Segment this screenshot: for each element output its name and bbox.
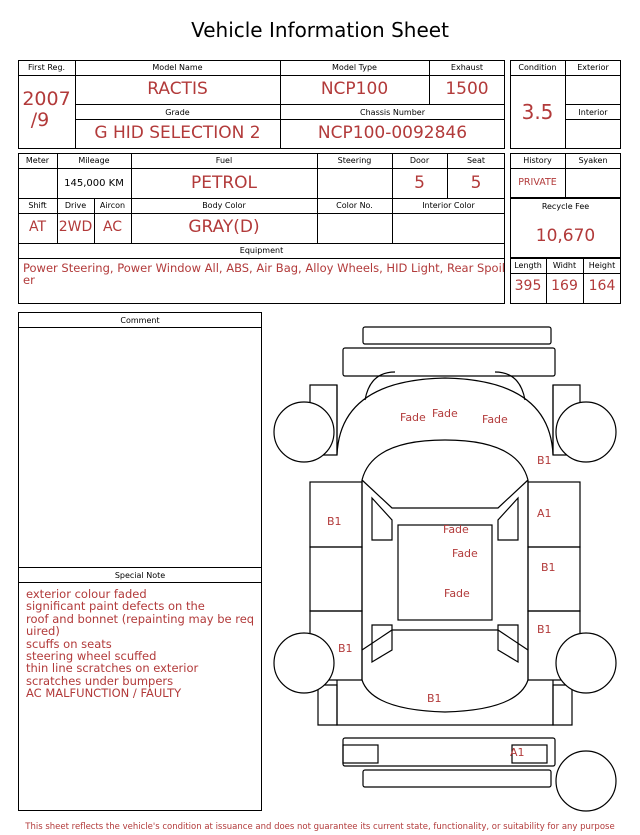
- grade-label: Grade: [165, 108, 190, 117]
- model-type-value: NCP100: [320, 79, 389, 99]
- mileage-value: 145,000 KM: [64, 178, 124, 189]
- exhaust-value: 1500: [445, 79, 489, 99]
- recycle-fee-value: 10,670: [535, 226, 596, 246]
- width-value: 169: [551, 278, 578, 294]
- condition-score: 3.5: [521, 100, 554, 124]
- note-line: uired): [26, 624, 60, 639]
- left-rear-wheel: [274, 633, 334, 693]
- color-no-label: Color No.: [336, 201, 373, 210]
- equipment-line-2: er: [23, 273, 35, 287]
- note-line: steering wheel scuffed: [26, 649, 157, 664]
- comment-label: Comment: [120, 316, 160, 325]
- mark-right-front-door: A1: [537, 507, 552, 520]
- disclaimer-footer: This sheet reflects the vehicle's condition at issuance and does not guarantee its current state, functionality, or suitability for any purpose: [25, 822, 615, 832]
- syaken-label: Syaken: [578, 156, 608, 165]
- mark-left-quarter: B1: [338, 642, 353, 655]
- comment-box: [18, 312, 262, 811]
- right-front-wheel: [556, 402, 616, 462]
- special-note-text: [26, 588, 258, 700]
- mark-hood-right: Fade: [482, 413, 508, 426]
- model-name-label: Model Name: [152, 63, 203, 72]
- left-front-wheel: [274, 402, 334, 462]
- note-line: scratches under bumpers: [26, 673, 174, 688]
- page-title: Vehicle Information Sheet: [191, 18, 449, 42]
- note-line: thin line scratches on exterior: [26, 661, 199, 676]
- first-reg-year: 2007: [22, 88, 71, 110]
- car-damage-diagram: [270, 322, 620, 822]
- history-label: History: [523, 156, 552, 165]
- chassis-label: Chassis Number: [360, 108, 425, 117]
- mark-left-front-door: B1: [327, 515, 342, 528]
- special-note-label: Special Note: [114, 571, 166, 580]
- equipment-label: Equipment: [239, 246, 284, 255]
- note-line: AC MALFUNCTION / FAULTY: [26, 686, 182, 701]
- mark-hood-left: Fade: [400, 411, 426, 424]
- aircon-label: Aircon: [99, 201, 126, 210]
- height-value: 164: [588, 278, 616, 294]
- mark-roof-2: Fade: [452, 547, 478, 560]
- fuel-value: PETROL: [190, 173, 258, 193]
- drive-value: 2WD: [58, 219, 93, 235]
- door-value: 5: [414, 173, 425, 193]
- seat-value: 5: [470, 173, 482, 193]
- note-line: significant paint defects on the: [26, 599, 205, 614]
- first-reg-month: /9: [30, 109, 50, 131]
- mark-roof-1: Fade: [443, 523, 469, 536]
- spare-wheel: [556, 751, 616, 811]
- door-label: Door: [409, 156, 430, 165]
- fuel-label: Fuel: [215, 156, 233, 165]
- length-value: 395: [514, 278, 542, 294]
- mark-rear-bumper: A1: [510, 746, 525, 759]
- recycle-fee-label: Recycle Fee: [541, 202, 590, 211]
- mark-right-front-fender: B1: [537, 454, 552, 467]
- note-line: exterior colour faded: [26, 587, 147, 601]
- length-label: Length: [514, 261, 542, 270]
- first-reg-label: First Reg.: [27, 63, 66, 72]
- condition-label: Condition: [518, 63, 557, 72]
- shift-label: Shift: [28, 201, 47, 210]
- mark-right-rear-door: B1: [541, 561, 556, 574]
- seat-label: Seat: [466, 156, 486, 165]
- note-line: scuffs on seats: [26, 636, 112, 651]
- width-label: Widht: [552, 261, 577, 270]
- model-type-label: Model Type: [332, 63, 377, 72]
- mark-right-quarter: B1: [537, 623, 552, 636]
- grade-value: G HID SELECTION 2: [94, 123, 261, 143]
- interior-label: Interior: [578, 108, 608, 117]
- equipment-line-1: Power Steering, Power Window All, ABS, Air Bag, Alloy Wheels, HID Light, Rear Spoil: [23, 261, 505, 275]
- meter-label: Meter: [25, 156, 50, 165]
- drive-label: Drive: [64, 201, 87, 210]
- mark-roof-3: Fade: [444, 587, 470, 600]
- shift-value: AT: [28, 219, 47, 235]
- history-value: PRIVATE: [518, 177, 557, 188]
- height-label: Height: [588, 261, 616, 270]
- mark-rear-gate: B1: [427, 692, 442, 705]
- model-name-value: RACTIS: [147, 79, 208, 99]
- body-color-value: GRAY(D): [188, 217, 260, 237]
- aircon-value: AC: [102, 219, 123, 235]
- interior-color-label: Interior Color: [422, 201, 475, 210]
- note-line: roof and bonnet (repainting may be req: [26, 611, 255, 626]
- exterior-label: Exterior: [577, 63, 609, 72]
- mark-hood-mid: Fade: [432, 407, 458, 420]
- steering-label: Steering: [337, 156, 372, 165]
- body-color-label: Body Color: [202, 201, 246, 210]
- mileage-label: Mileage: [78, 156, 110, 165]
- exhaust-label: Exhaust: [450, 63, 484, 72]
- right-rear-wheel: [556, 633, 616, 693]
- chassis-value: NCP100-0092846: [317, 123, 468, 143]
